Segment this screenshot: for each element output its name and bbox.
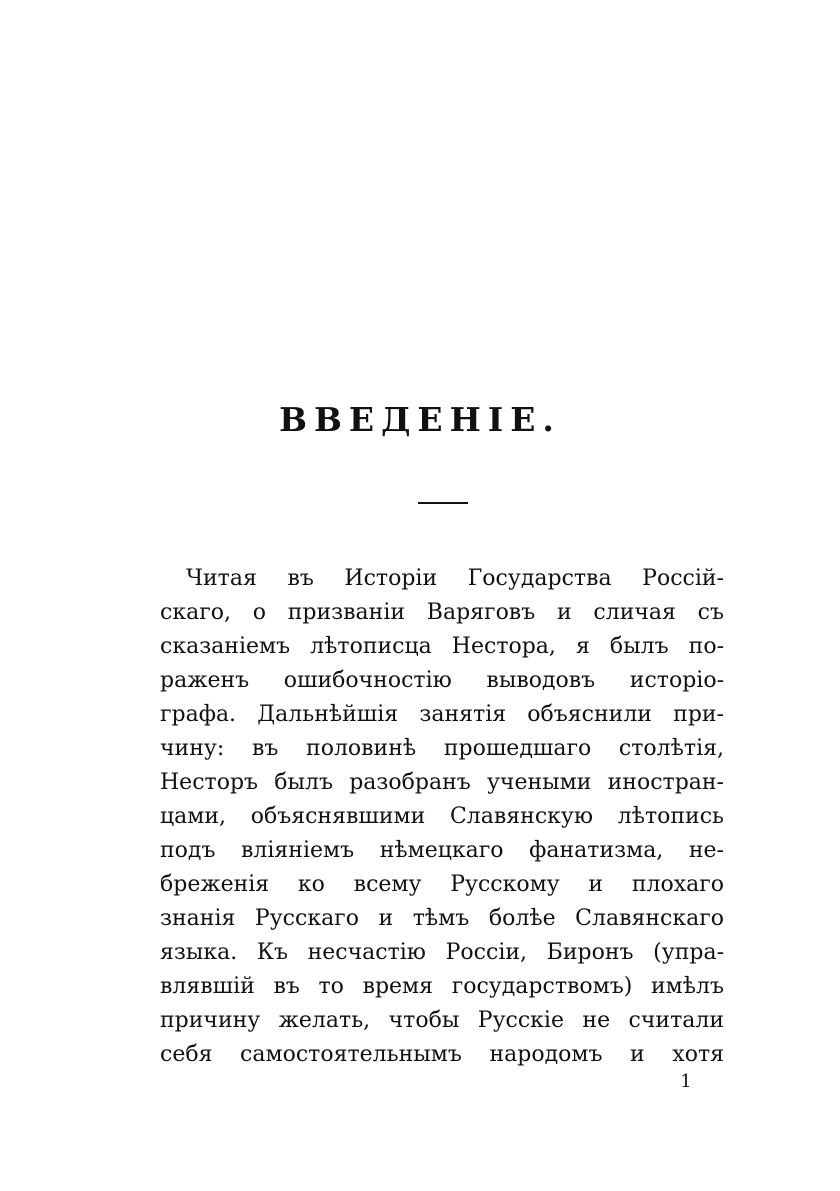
chapter-heading: ВВЕДЕНІЕ. (279, 400, 561, 439)
text-line: сказаніемъ лѣтописца Нестора, я былъ по- (160, 634, 724, 659)
text-line: подъ вліяніемъ нѣмецкаго фанатизма, не- (160, 838, 724, 863)
text-line: графа. Дальнѣйшія занятія объяснили при- (160, 702, 724, 727)
page-number: 1 (680, 1071, 692, 1092)
text-line: бреженія ко всему Русскому и плохаго (160, 872, 724, 897)
text-line: раженъ ошибочностію выводовъ исторіо- (160, 668, 724, 693)
text-line: знанія Русскаго и тѣмъ болѣе Славянскаго (160, 906, 724, 931)
text-line: себя самостоятельнымъ народомъ и хотя (160, 1042, 724, 1067)
text-line: причину желать, чтобы Русскіе не считали (160, 1008, 724, 1033)
text-line: скаго, о призваніи Варяговъ и сличая съ (160, 600, 724, 625)
paragraph (160, 562, 724, 1072)
text-line: влявшій въ то время государствомъ) имѣлъ (160, 974, 724, 999)
text-line: языка. Къ несчастію Россіи, Биронъ (упра- (160, 940, 724, 965)
text-line: чину: въ половинѣ прошедшаго столѣтія, (160, 736, 724, 761)
text-line: цами, объяснявшими Славянскую лѣтопись (160, 804, 724, 829)
text-line: Несторъ былъ разобранъ учеными иностран- (160, 770, 724, 795)
heading-divider (418, 502, 468, 504)
text-line: Читая въ Исторіи Государства Россій- (186, 566, 724, 591)
